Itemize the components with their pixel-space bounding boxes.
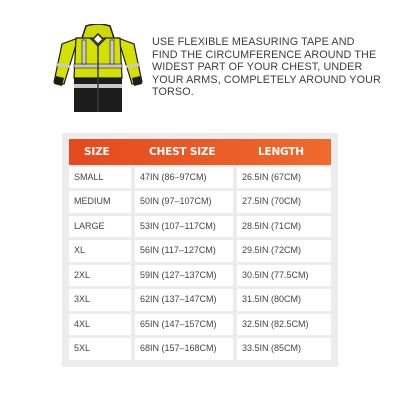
chest-cell: 68IN (157–168CM) xyxy=(135,338,233,360)
chest-cell: 65IN (147–157CM) xyxy=(135,314,233,336)
size-cell: SMALL xyxy=(69,167,131,189)
table-row xyxy=(69,263,331,288)
chest-cell: 53IN (107–117CM) xyxy=(135,216,233,238)
length-cell: 28.5IN (71CM) xyxy=(237,216,331,238)
chest-cell: 50IN (97–107CM) xyxy=(135,191,233,213)
table-row xyxy=(69,312,331,337)
table-row xyxy=(69,165,331,190)
size-chart-rows xyxy=(69,165,331,361)
length-cell: 32.5IN (82.5CM) xyxy=(237,314,331,336)
size-cell: 5XL xyxy=(69,338,131,360)
chest-cell: 59IN (127–137CM) xyxy=(135,265,233,287)
table-row xyxy=(69,214,331,239)
table-row xyxy=(69,337,331,362)
size-cell: 2XL xyxy=(69,265,131,287)
chest-cell: 56IN (117–127CM) xyxy=(135,240,233,262)
length-cell: 30.5IN (77.5CM) xyxy=(237,265,331,287)
size-cell: 4XL xyxy=(69,314,131,336)
chest-cell: 47IN (86–97CM) xyxy=(135,167,233,189)
length-cell: 29.5IN (72CM) xyxy=(237,240,331,262)
length-cell: 31.5IN (80CM) xyxy=(237,289,331,311)
header-length: LENGTH xyxy=(258,146,304,158)
length-cell: 27.5IN (70CM) xyxy=(237,191,331,213)
length-cell: 33.5IN (85CM) xyxy=(237,338,331,360)
measuring-instructions: USE FLEXIBLE MEASURING TAPE AND FIND THE CIRCUMFERENCE AROUND THE WIDEST PART OF YOUR CHEST, UNDER YOUR ARMS, COMPLETELY AROUND YOUR TORSO. xyxy=(152,36,381,99)
size-chart-header xyxy=(69,139,331,165)
size-cell: LARGE xyxy=(69,216,131,238)
table-row xyxy=(69,239,331,264)
size-cell: 3XL xyxy=(69,289,131,311)
header-size: SIZE xyxy=(84,146,110,158)
length-cell: 26.5IN (67CM) xyxy=(237,167,331,189)
hi-vis-rain-jacket-icon xyxy=(52,24,144,114)
table-row xyxy=(69,190,331,215)
chest-cell: 62IN (137–147CM) xyxy=(135,289,233,311)
table-row xyxy=(69,288,331,313)
size-cell: XL xyxy=(69,240,131,262)
header-chest-size: CHEST SIZE xyxy=(149,146,216,158)
size-cell: MEDIUM xyxy=(69,191,131,213)
